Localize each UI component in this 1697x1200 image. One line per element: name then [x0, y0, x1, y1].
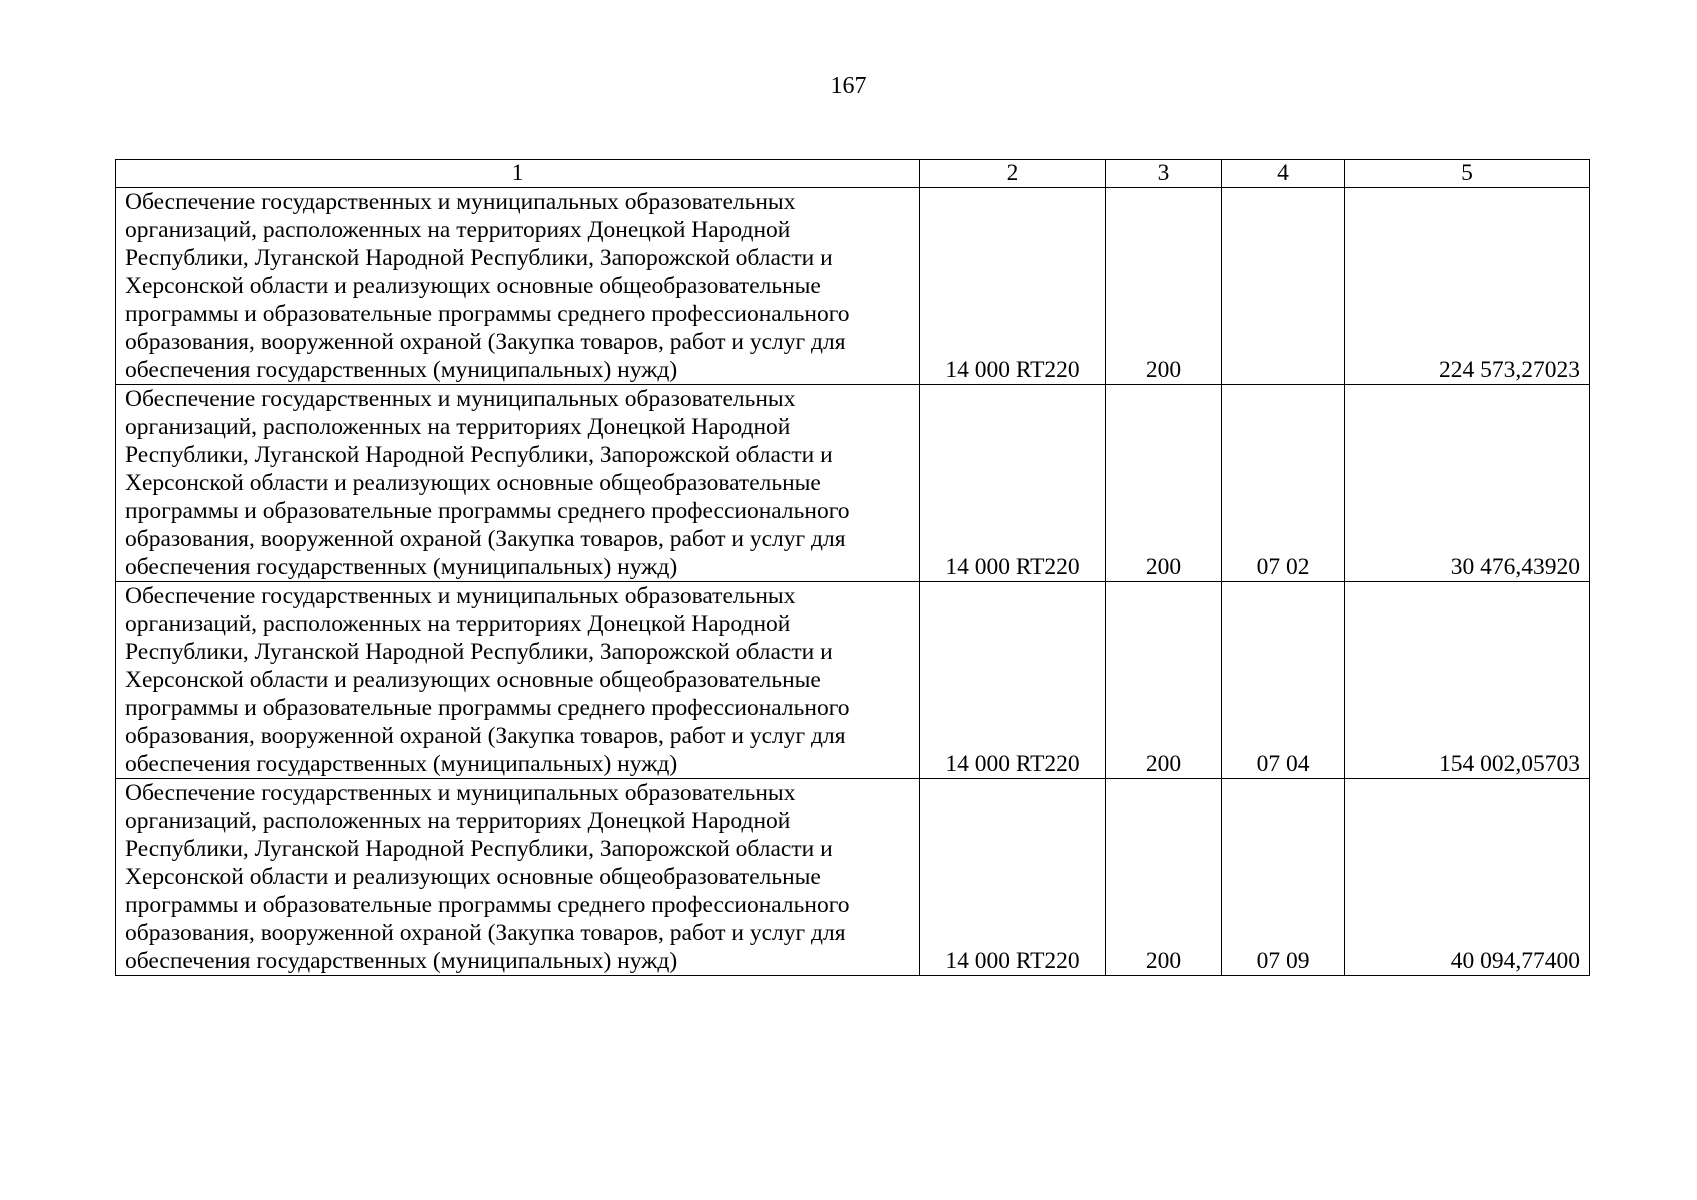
section-cell: [1222, 188, 1345, 385]
row-name-cell: Обеспечение государственных и муниципальных образовательных организаций, расположенных на территориях Донецкой Народной Республики, Луганской Народной Республики, Запорожской области и Херсонской области и реализующих основные общеобразовательные программы и образовательные программы среднего профессионального образования, вооруженной охраной (Закупка товаров, работ и услуг для обеспечения государственных (муниципальных) нужд): [116, 779, 920, 976]
column-header-1: 1: [116, 160, 920, 188]
section-cell: 07 09: [1222, 779, 1345, 976]
target-code-cell: 14 000 RT220: [920, 582, 1106, 779]
column-header-4: 4: [1222, 160, 1345, 188]
table-row: [116, 779, 1590, 976]
target-code-cell: 14 000 RT220: [920, 779, 1106, 976]
page-number: 167: [830, 73, 867, 99]
expense-type-cell: 200: [1106, 188, 1222, 385]
table-row: [116, 188, 1590, 385]
target-code-cell: 14 000 RT220: [920, 188, 1106, 385]
row-name-cell: Обеспечение государственных и муниципальных образовательных организаций, расположенных на территориях Донецкой Народной Республики, Луганской Народной Республики, Запорожской области и Херсонской области и реализующих основные общеобразовательные программы и образовательные программы среднего профессионального образования, вооруженной охраной (Закупка товаров, работ и услуг для обеспечения государственных (муниципальных) нужд): [116, 582, 920, 779]
section-cell: 07 04: [1222, 582, 1345, 779]
row-name-cell: Обеспечение государственных и муниципальных образовательных организаций, расположенных на территориях Донецкой Народной Республики, Луганской Народной Республики, Запорожской области и Херсонской области и реализующих основные общеобразовательные программы и образовательные программы среднего профессионального образования, вооруженной охраной (Закупка товаров, работ и услуг для обеспечения государственных (муниципальных) нужд): [116, 385, 920, 582]
section-cell: 07 02: [1222, 385, 1345, 582]
table-row: [116, 582, 1590, 779]
expense-type-cell: 200: [1106, 582, 1222, 779]
amount-cell: 224 573,27023: [1345, 188, 1590, 385]
row-name-cell: Обеспечение государственных и муниципальных образовательных организаций, расположенных на территориях Донецкой Народной Республики, Луганской Народной Республики, Запорожской области и Херсонской области и реализующих основные общеобразовательные программы и образовательные программы среднего профессионального образования, вооруженной охраной (Закупка товаров, работ и услуг для обеспечения государственных (муниципальных) нужд): [116, 188, 920, 385]
amount-cell: 154 002,05703: [1345, 582, 1590, 779]
column-header-3: 3: [1106, 160, 1222, 188]
column-header-2: 2: [920, 160, 1106, 188]
table-row: [116, 385, 1590, 582]
amount-cell: 40 094,77400: [1345, 779, 1590, 976]
table-header-row: [116, 160, 1590, 188]
amount-cell: 30 476,43920: [1345, 385, 1590, 582]
target-code-cell: 14 000 RT220: [920, 385, 1106, 582]
expense-type-cell: 200: [1106, 779, 1222, 976]
column-header-5: 5: [1345, 160, 1590, 188]
budget-table: [115, 159, 1590, 976]
expense-type-cell: 200: [1106, 385, 1222, 582]
